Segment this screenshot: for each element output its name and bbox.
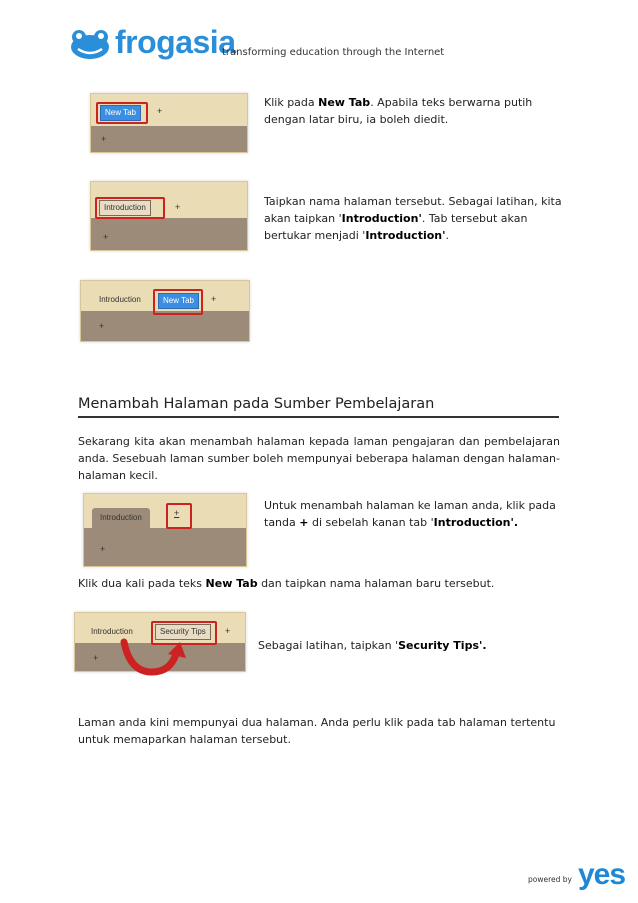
step4-text: Untuk menambah halaman ke laman anda, klik pada tanda + di sebelah kanan tab 'Introduction'. [264,499,556,529]
tab-name-input[interactable]: Security Tips [155,624,211,640]
band-plus[interactable]: + [93,653,99,663]
curved-arrow-icon [118,638,190,678]
add-tab-plus[interactable]: + [211,294,217,304]
double-click-instruction: Klik dua kali pada teks New Tab dan taipkan nama halaman baru tersebut. [78,577,495,590]
band-plus[interactable]: + [101,134,107,144]
add-tab-plus[interactable]: + [175,202,181,212]
screenshot-add-page [83,493,247,567]
section-heading: Menambah Halaman pada Sumber Pembelajaran [78,396,435,412]
band-plus[interactable]: + [99,321,105,331]
step5-text: Sebagai latihan, taipkan 'Security Tips'. [258,639,487,652]
screenshot-two-tabs [80,280,250,342]
tab-introduction[interactable]: Introduction [92,508,150,528]
band-plus[interactable]: + [100,544,106,554]
step1-text: Klik pada New Tab. Apabila teks berwarna putih dengan latar biru, ia boleh diedit. [264,96,533,126]
frog-logo-icon [70,28,110,60]
add-tab-plus[interactable]: + [225,626,231,636]
tab-name-input[interactable]: Introduction [99,200,151,216]
add-tab-plus[interactable]: + [157,106,163,116]
add-tab-plus[interactable]: + [174,508,180,518]
yes-logo: yes [578,858,626,891]
brand-logo: frogasia [115,24,236,60]
screenshot-new-tab [90,93,248,153]
band-plus[interactable]: + [103,232,109,242]
tagline: transforming education through the Internet [222,47,445,58]
new-tab[interactable]: New Tab [158,293,199,309]
tab-introduction[interactable]: Introduction [99,295,141,304]
section-intro: Sekarang kita akan menambah halaman kepada laman pengajaran dan pembelajaran anda. Sesebuah laman sumber boleh mempunyai beberapa halaman dengan halaman-halaman kecil. [78,435,560,482]
tab-introduction[interactable]: Introduction [91,627,133,636]
step2-text: Taipkan nama halaman tersebut. Sebagai latihan, kita akan taipkan 'Introduction'. Tab tersebut akan bertukar menjadi 'Introduction'. [264,195,562,242]
powered-by-label: powered by [528,875,572,884]
heading-divider [78,416,559,418]
new-tab[interactable]: New Tab [100,105,141,121]
closing-text: Laman anda kini mempunyai dua halaman. Anda perlu klik pada tab halaman tertentu untuk memaparkan halaman tersebut. [78,716,556,746]
screenshot-introduction-typing [90,181,248,251]
